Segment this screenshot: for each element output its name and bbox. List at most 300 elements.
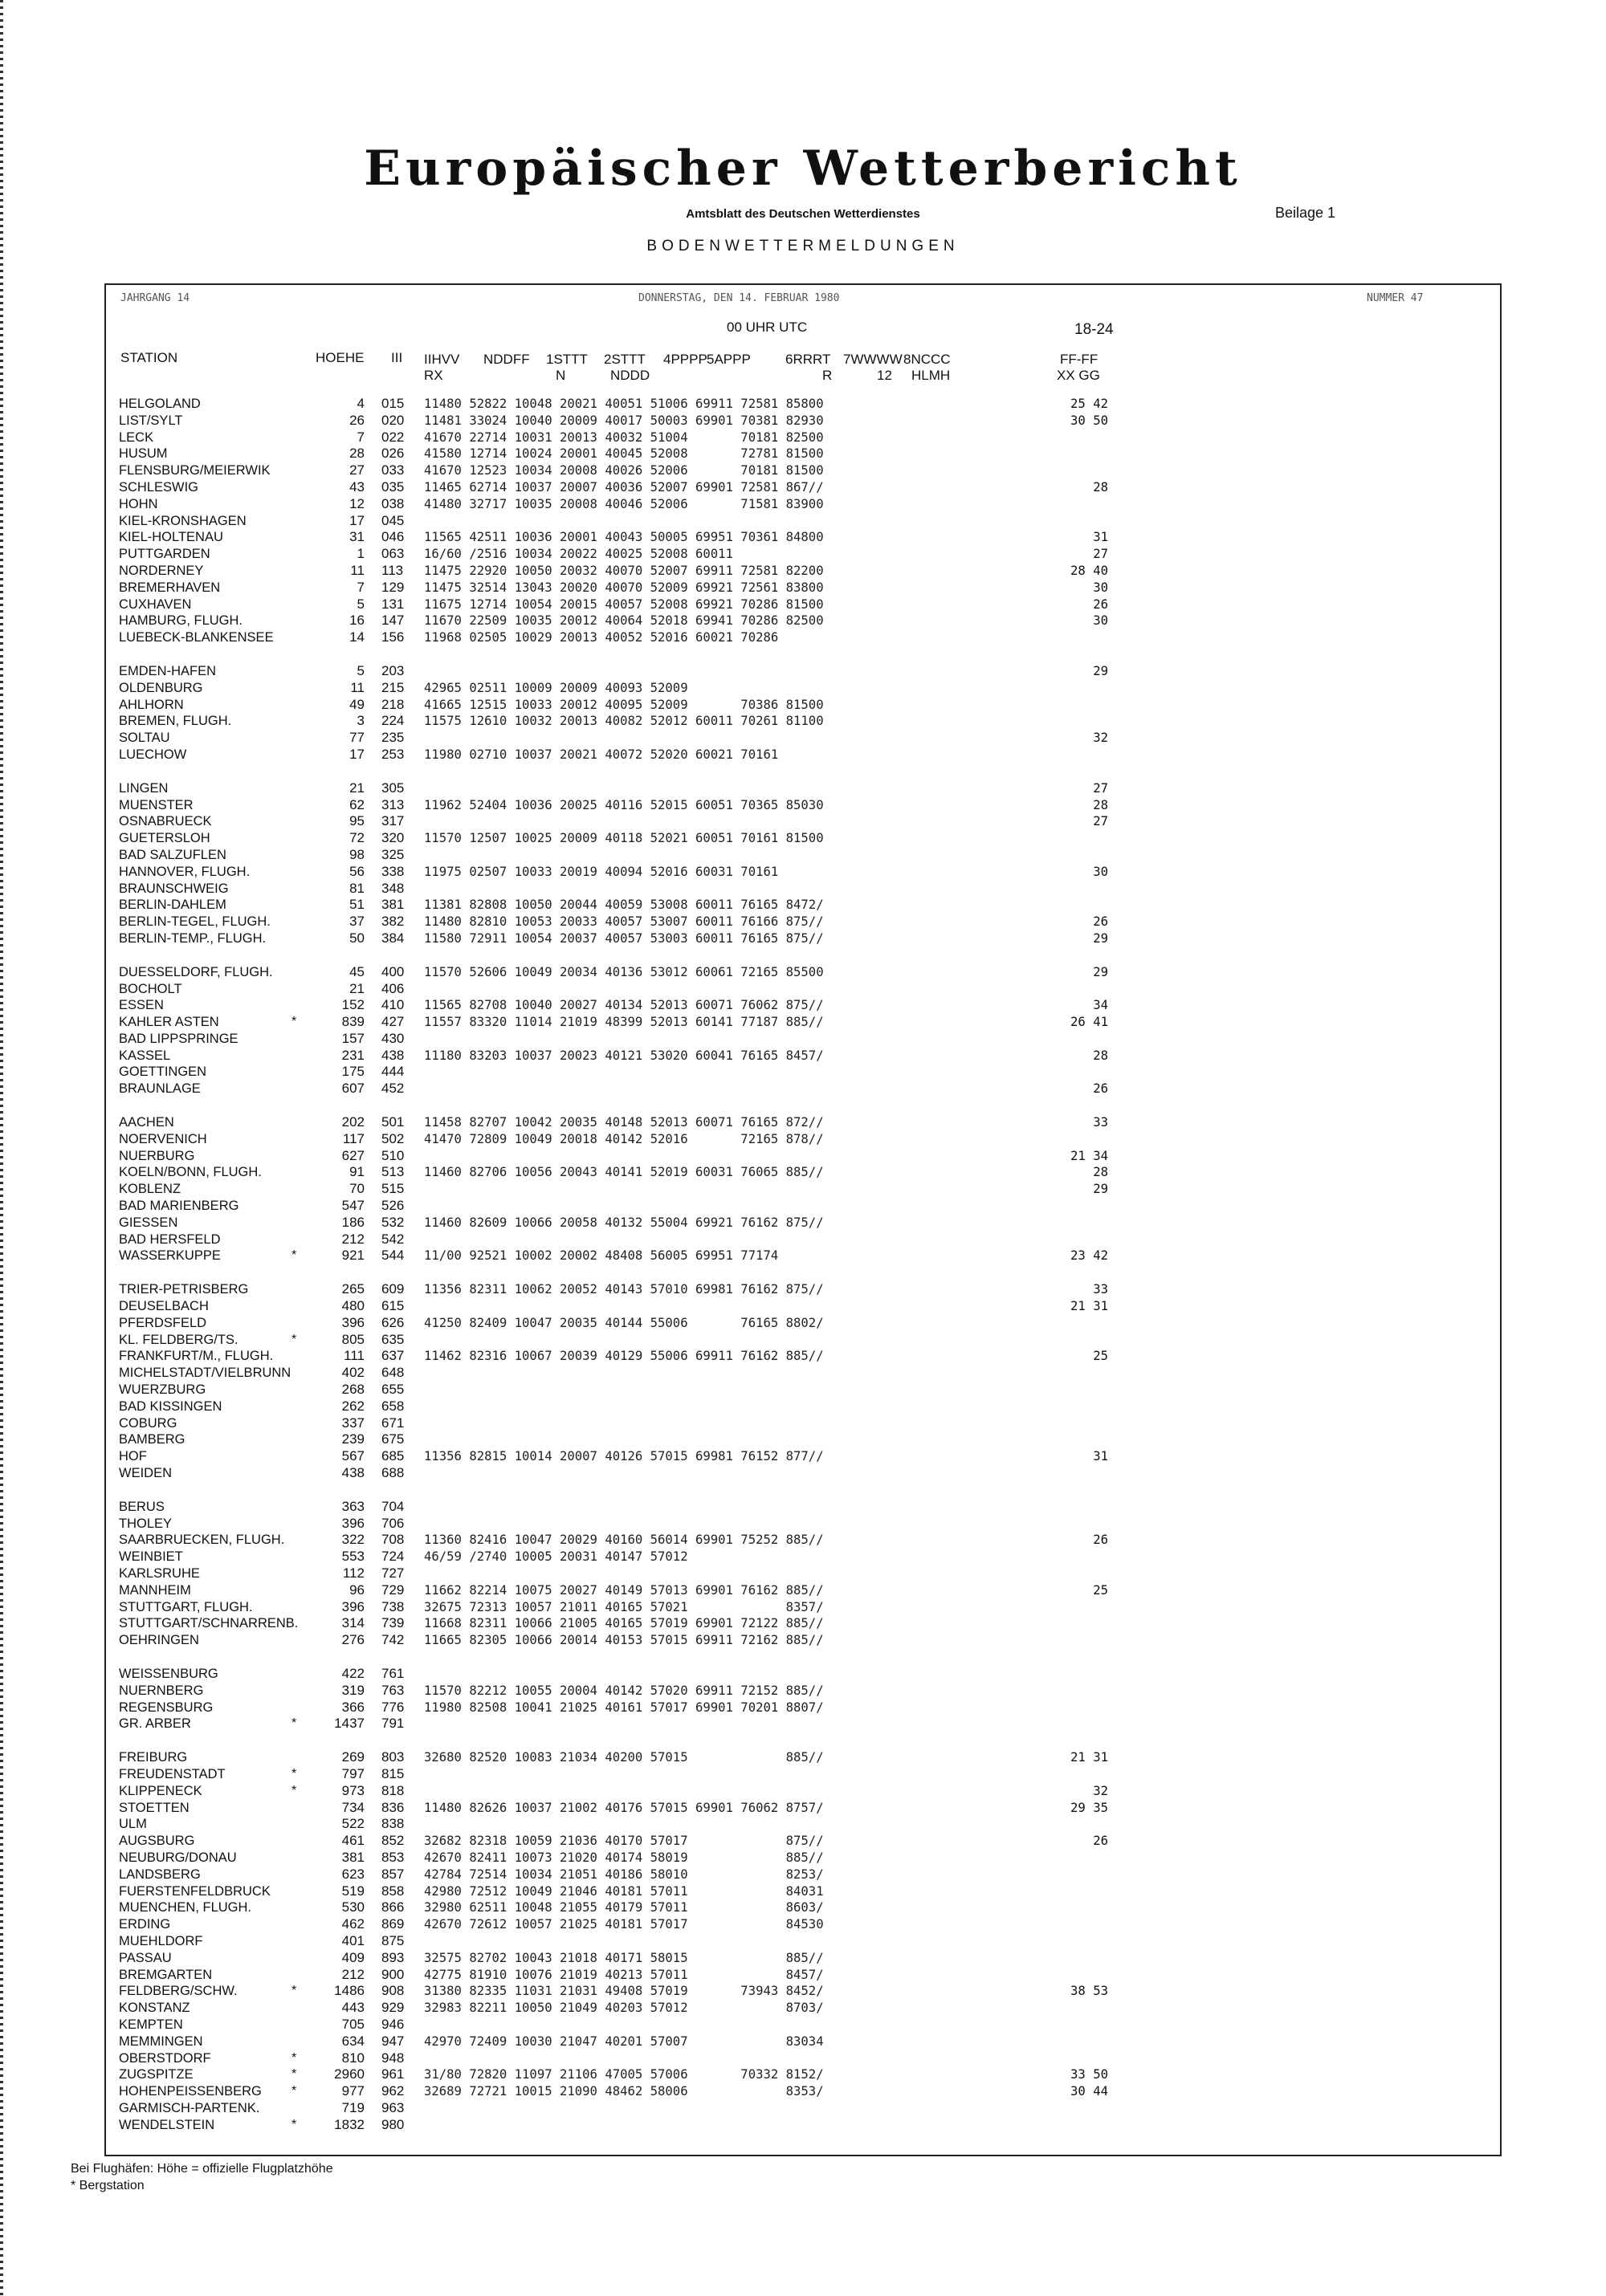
station-name: STUTTGART, FLUGH. xyxy=(119,1599,253,1614)
station-name: KIEL-KRONSHAGEN xyxy=(119,513,247,528)
table-row xyxy=(0,396,1606,413)
station-name: NEUBURG/DONAU xyxy=(119,1850,237,1865)
station-height: 152 xyxy=(341,997,365,1013)
station-index: 033 xyxy=(381,462,405,478)
station-height: 49 xyxy=(349,696,365,712)
synop-groups: 42775 81910 10076 21019 40213 57011 8457/ xyxy=(424,1967,824,1982)
station-name: WASSERKUPPE xyxy=(119,1248,221,1264)
station-name: NUERNBERG xyxy=(119,1683,204,1698)
gust-values: 21 34 xyxy=(1070,1148,1108,1163)
station-index: 738 xyxy=(381,1598,405,1614)
station-index: 836 xyxy=(381,1799,405,1815)
table-row xyxy=(0,1298,1606,1315)
station-name: HOHENPEISSENBERG xyxy=(119,2084,262,2099)
station-index: 015 xyxy=(381,396,405,411)
synop-groups: 11980 82508 10041 21025 40161 57017 69901 70201 8807/ xyxy=(424,1700,824,1715)
station-index: 022 xyxy=(381,429,405,445)
station-index: 438 xyxy=(381,1047,405,1063)
synop-groups: 11480 82810 10053 20033 40057 53007 60011 76166 875// xyxy=(424,914,824,930)
station-height: 705 xyxy=(341,2016,365,2032)
station-name: BREMEN, FLUGH. xyxy=(119,714,232,729)
station-name: STUTTGART/SCHNARRENB. xyxy=(119,1616,299,1631)
synop-groups: 11360 82416 10047 20029 40160 56014 69901 75252 885// xyxy=(424,1533,824,1548)
station-name: DUESSELDORF, FLUGH. xyxy=(119,964,273,979)
table-row xyxy=(0,1431,1606,1448)
group-separator xyxy=(0,1482,1606,1499)
station-height: 212 xyxy=(341,1966,365,1982)
gust-values: 28 xyxy=(1093,479,1108,495)
station-height: 396 xyxy=(341,1515,365,1531)
station-height: 409 xyxy=(341,1949,365,1965)
table-row xyxy=(0,429,1606,446)
gust-values: 28 xyxy=(1093,1165,1108,1180)
gust-values: 31 xyxy=(1093,530,1108,545)
station-name: BAD MARIENBERG xyxy=(119,1199,239,1214)
synop-groups: 41665 12515 10033 20012 40095 52009 70386 81500 xyxy=(424,697,824,712)
synop-groups: 42965 02511 10009 20009 40093 52009 xyxy=(424,680,688,695)
station-height: 96 xyxy=(349,1582,365,1598)
table-row xyxy=(0,529,1606,546)
station-name: NORDERNEY xyxy=(119,563,204,578)
station-index: 026 xyxy=(381,446,405,462)
station-index: 648 xyxy=(381,1365,405,1381)
col-group8-sub: 12 xyxy=(877,368,892,383)
mountain-marker: * xyxy=(291,1332,297,1346)
station-height: 522 xyxy=(341,1816,365,1832)
table-row xyxy=(0,2100,1606,2117)
gust-values: 28 xyxy=(1093,1048,1108,1063)
station-height: 381 xyxy=(341,1849,365,1865)
table-row xyxy=(0,1064,1606,1081)
table-row xyxy=(0,1048,1606,1065)
synop-groups: 11570 82212 10055 20004 40142 57020 69911 72152 885// xyxy=(424,1683,824,1698)
station-height: 26 xyxy=(349,412,365,428)
station-index: 727 xyxy=(381,1565,405,1581)
station-height: 396 xyxy=(341,1314,365,1330)
station-index: 615 xyxy=(381,1298,405,1314)
col-group7: 6RRRT xyxy=(785,352,831,367)
station-name: SOLTAU xyxy=(119,731,170,746)
synop-groups: 41580 12714 10024 20001 40045 52008 72781 81500 xyxy=(424,446,824,462)
table-row xyxy=(0,830,1606,847)
station-name: AHLHORN xyxy=(119,697,184,712)
station-index: 838 xyxy=(381,1816,405,1832)
station-index: 866 xyxy=(381,1899,405,1915)
synop-groups: 11465 62714 10037 20007 40036 52007 69901 72581 867// xyxy=(424,479,824,495)
table-row xyxy=(0,2017,1606,2033)
station-height: 7 xyxy=(357,429,365,445)
table-row xyxy=(0,897,1606,914)
table-row xyxy=(0,780,1606,797)
table-row xyxy=(0,446,1606,462)
station-height: 366 xyxy=(341,1699,365,1715)
gust-values: 30 xyxy=(1093,580,1108,595)
synop-groups: 11665 82305 10066 20014 40153 57015 69911 72162 885// xyxy=(424,1633,824,1648)
synop-groups: 41470 72809 10049 20018 40142 52016 72165 878// xyxy=(424,1131,824,1146)
station-index: 761 xyxy=(381,1665,405,1681)
table-row xyxy=(0,1683,1606,1700)
station-index: 203 xyxy=(381,662,405,678)
station-name: LINGEN xyxy=(119,780,169,796)
table-row xyxy=(0,613,1606,629)
station-height: 27 xyxy=(349,462,365,478)
station-height: 462 xyxy=(341,1916,365,1932)
gust-values: 33 xyxy=(1093,1282,1108,1297)
table-row xyxy=(0,2050,1606,2067)
station-index: 763 xyxy=(381,1682,405,1698)
table-row xyxy=(0,881,1606,898)
gust-values: 27 xyxy=(1093,780,1108,796)
station-name: ERDING xyxy=(119,1917,171,1932)
station-index: 320 xyxy=(381,830,405,846)
table-row xyxy=(0,864,1606,881)
table-row xyxy=(0,1415,1606,1432)
station-height: 623 xyxy=(341,1866,365,1882)
station-index: 427 xyxy=(381,1014,405,1030)
station-height: 734 xyxy=(341,1799,365,1815)
station-name: PUTTGARDEN xyxy=(119,547,210,562)
synop-groups: 41480 32717 10035 20008 40046 52006 71581 83900 xyxy=(424,496,824,511)
station-index: 739 xyxy=(381,1615,405,1631)
table-row xyxy=(0,1014,1606,1031)
table-row xyxy=(0,1348,1606,1365)
station-name: LIST/SYLT xyxy=(119,413,183,428)
station-name: FLENSBURG/MEIERWIK xyxy=(119,463,271,478)
station-name: NOERVENICH xyxy=(119,1131,207,1146)
station-name: KASSEL xyxy=(119,1048,171,1063)
station-index: 947 xyxy=(381,2033,405,2049)
col-group4: 2STTT xyxy=(604,352,646,367)
station-name: BAD HERSFELD xyxy=(119,1231,221,1247)
station-height: 37 xyxy=(349,914,365,930)
synop-groups: 32689 72721 10015 21090 48462 58006 8353/ xyxy=(424,2084,824,2099)
col-group4-sub: NDDD xyxy=(610,368,650,383)
station-index: 626 xyxy=(381,1314,405,1330)
station-height: 91 xyxy=(349,1164,365,1180)
footnote-airport: Bei Flughäfen: Höhe = offizielle Flugplatzhöhe xyxy=(71,2162,333,2176)
station-height: 5 xyxy=(357,596,365,612)
synop-groups: 32675 72313 10057 21011 40165 57021 8357/ xyxy=(424,1599,824,1614)
table-row xyxy=(0,813,1606,830)
table-row xyxy=(0,1983,1606,2000)
table-row xyxy=(0,1499,1606,1516)
station-height: 43 xyxy=(349,478,365,495)
station-height: 519 xyxy=(341,1883,365,1899)
station-name: GUETERSLOH xyxy=(119,831,210,846)
station-height: 438 xyxy=(341,1465,365,1481)
station-index: 235 xyxy=(381,730,405,746)
station-height: 31 xyxy=(349,529,365,545)
table-row xyxy=(0,1599,1606,1616)
station-name: STOETTEN xyxy=(119,1800,190,1815)
table-row xyxy=(0,1967,1606,1984)
table-row xyxy=(0,981,1606,998)
station-name: FREUDENSTADT xyxy=(119,1766,226,1781)
station-index: 063 xyxy=(381,546,405,562)
station-index: 803 xyxy=(381,1749,405,1765)
station-name: AACHEN xyxy=(119,1115,174,1130)
station-height: 11 xyxy=(350,562,365,578)
station-index: 501 xyxy=(381,1114,405,1130)
report-title: Europäischer Wetterbericht xyxy=(364,140,1242,197)
table-row xyxy=(0,1398,1606,1415)
station-height: 14 xyxy=(349,629,365,645)
station-height: 265 xyxy=(341,1281,365,1297)
station-index: 858 xyxy=(381,1883,405,1899)
station-height: 839 xyxy=(341,1014,365,1030)
station-index: 908 xyxy=(381,1983,405,1999)
synop-groups: 11968 02505 10029 20013 40052 52016 60021 70286 xyxy=(424,630,779,645)
mountain-marker: * xyxy=(291,2117,297,2131)
station-name: BAMBERG xyxy=(119,1432,185,1447)
table-row xyxy=(0,1465,1606,1482)
synop-groups: 32682 82318 10059 21036 40170 57017 875// xyxy=(424,1834,824,1849)
table-row xyxy=(0,964,1606,981)
table-row xyxy=(0,1198,1606,1215)
station-index: 381 xyxy=(381,897,405,913)
station-index: 742 xyxy=(381,1632,405,1648)
station-index: 046 xyxy=(381,529,405,545)
synop-groups: 11356 82311 10062 20052 40143 57010 69981 76162 875// xyxy=(424,1282,824,1297)
col-group7-sub: R xyxy=(822,368,833,383)
station-name: WEISSENBURG xyxy=(119,1666,218,1681)
synop-groups: 32575 82702 10043 21018 40171 58015 885// xyxy=(424,1950,824,1965)
station-name: BOCHOLT xyxy=(119,981,182,996)
table-row xyxy=(0,663,1606,680)
station-height: 17 xyxy=(349,512,365,528)
station-index: 706 xyxy=(381,1515,405,1531)
station-height: 314 xyxy=(341,1615,365,1631)
table-row xyxy=(0,730,1606,747)
station-index: 875 xyxy=(381,1932,405,1948)
gust-values: 33 50 xyxy=(1070,2067,1108,2082)
station-name: LUEBECK-BLANKENSEE xyxy=(119,630,274,645)
station-height: 401 xyxy=(341,1932,365,1948)
station-height: 973 xyxy=(341,1782,365,1798)
col-group9-sub: HLMH xyxy=(911,368,951,383)
station-height: 337 xyxy=(341,1415,365,1431)
station-index: 215 xyxy=(381,679,405,695)
group-separator xyxy=(0,763,1606,780)
group-separator xyxy=(0,1649,1606,1666)
table-row xyxy=(0,1031,1606,1048)
synop-groups: 11980 02710 10037 20021 40072 52020 60021 70161 xyxy=(424,747,779,762)
station-name: ZUGSPITZE xyxy=(119,2067,194,2082)
station-index: 526 xyxy=(381,1198,405,1214)
station-index: 729 xyxy=(381,1582,405,1598)
station-index: 348 xyxy=(381,880,405,896)
station-index: 893 xyxy=(381,1949,405,1965)
station-index: 305 xyxy=(381,780,405,796)
station-name: BRAUNLAGE xyxy=(119,1081,201,1097)
table-row xyxy=(0,1315,1606,1332)
table-row xyxy=(0,1850,1606,1867)
station-height: 797 xyxy=(341,1765,365,1781)
table-row xyxy=(0,479,1606,496)
table-row xyxy=(0,997,1606,1014)
observation-time: 00 UHR UTC xyxy=(727,320,808,335)
station-name: WENDELSTEIN xyxy=(119,2117,215,2132)
station-index: 869 xyxy=(381,1916,405,1932)
table-row xyxy=(0,2083,1606,2100)
station-name: PFERDSFELD xyxy=(119,1315,207,1330)
table-row xyxy=(0,747,1606,763)
table-row xyxy=(0,930,1606,947)
station-height: 202 xyxy=(341,1114,365,1130)
station-index: 853 xyxy=(381,1849,405,1865)
station-name: BREMGARTEN xyxy=(119,1967,213,1982)
gust-values: 29 xyxy=(1093,1182,1108,1197)
mountain-marker: * xyxy=(291,2067,297,2082)
station-height: 461 xyxy=(341,1833,365,1849)
station-height: 269 xyxy=(341,1749,365,1765)
gust-values: 26 xyxy=(1093,914,1108,930)
station-name: BRAUNSCHWEIG xyxy=(119,881,229,896)
table-row xyxy=(0,1215,1606,1231)
table-row xyxy=(0,1181,1606,1198)
station-height: 547 xyxy=(341,1198,365,1214)
station-name: OBERSTDORF xyxy=(119,2050,211,2066)
table-row xyxy=(0,596,1606,613)
station-height: 157 xyxy=(341,1030,365,1046)
station-index: 038 xyxy=(381,495,405,511)
station-index: 962 xyxy=(381,2083,405,2099)
station-name: WUERZBURG xyxy=(119,1382,206,1398)
gust-values: 26 xyxy=(1093,1533,1108,1548)
gust-values: 29 xyxy=(1093,964,1108,979)
synop-groups: 11475 22920 10050 20032 40070 52007 69911 72581 82200 xyxy=(424,563,824,578)
synop-groups: 31380 82335 11031 21031 49408 57019 73943 8452/ xyxy=(424,1984,824,1999)
gust-values: 29 xyxy=(1093,930,1108,946)
table-row xyxy=(0,1532,1606,1549)
footnote-mountain: * Bergstation xyxy=(71,2179,145,2192)
station-name: PASSAU xyxy=(119,1950,172,1965)
synop-groups: 31/80 72820 11097 21106 47005 57006 70332 8152/ xyxy=(424,2067,824,2082)
station-height: 212 xyxy=(341,1231,365,1247)
table-row xyxy=(0,680,1606,697)
station-name: MUENSTER xyxy=(119,797,194,812)
station-name: AUGSBURG xyxy=(119,1834,195,1849)
gust-values: 28 40 xyxy=(1070,563,1108,578)
report-subtitle: Amtsblatt des Deutschen Wetterdienstes xyxy=(686,207,920,221)
station-name: GOETTINGEN xyxy=(119,1065,207,1080)
synop-groups: 11475 32514 13043 20020 40070 52009 69921 72561 83800 xyxy=(424,580,824,595)
station-height: 95 xyxy=(349,813,365,829)
gust-values: 30 xyxy=(1093,864,1108,879)
mountain-marker: * xyxy=(291,1984,297,1998)
station-index: 325 xyxy=(381,846,405,862)
station-name: MICHELSTADT/VIELBRUNN xyxy=(119,1366,291,1381)
issue-number: NUMMER 47 xyxy=(1367,292,1424,304)
synop-groups: 41670 22714 10031 20013 40032 51004 70181 82500 xyxy=(424,429,824,445)
station-height: 607 xyxy=(341,1081,365,1097)
station-name: KEMPTEN xyxy=(119,2017,183,2032)
gust-values: 26 41 xyxy=(1070,1015,1108,1030)
station-height: 268 xyxy=(341,1382,365,1398)
station-index: 147 xyxy=(381,613,405,629)
table-row xyxy=(0,1448,1606,1465)
station-name: FREIBURG xyxy=(119,1750,188,1765)
station-height: 553 xyxy=(341,1549,365,1565)
station-name: FELDBERG/SCHW. xyxy=(119,1984,238,1999)
table-row xyxy=(0,1231,1606,1248)
station-name: MEMMINGEN xyxy=(119,2033,203,2049)
station-name: THOLEY xyxy=(119,1516,173,1531)
station-name: KIEL-HOLTENAU xyxy=(119,530,223,545)
station-name: SAARBRUECKEN, FLUGH. xyxy=(119,1533,285,1548)
station-name: LECK xyxy=(119,429,154,445)
table-row xyxy=(0,1516,1606,1533)
station-name: GARMISCH-PARTENK. xyxy=(119,2100,260,2115)
station-index: 510 xyxy=(381,1147,405,1163)
station-height: 567 xyxy=(341,1448,365,1464)
station-index: 637 xyxy=(381,1348,405,1364)
station-name: BAD KISSINGEN xyxy=(119,1398,222,1414)
table-row xyxy=(0,2066,1606,2083)
synop-groups: 11481 33024 10040 20009 40017 50003 69901 70381 82930 xyxy=(424,413,824,428)
station-index: 317 xyxy=(381,813,405,829)
jahrgang: JAHRGANG 14 xyxy=(120,292,190,304)
station-height: 1486 xyxy=(334,1983,365,1999)
station-name: GR. ARBER xyxy=(119,1716,191,1732)
station-name: MUENCHEN, FLUGH. xyxy=(119,1900,252,1915)
gust-values: 34 xyxy=(1093,998,1108,1013)
station-name: KL. FELDBERG/TS. xyxy=(119,1332,238,1347)
station-index: 406 xyxy=(381,980,405,996)
col-group2: NDDFF xyxy=(483,352,530,367)
synop-groups: 11480 82626 10037 21002 40176 57015 69901 76062 8757/ xyxy=(424,1800,824,1815)
gust-values: 26 xyxy=(1093,1081,1108,1097)
table-row xyxy=(0,1833,1606,1850)
station-height: 231 xyxy=(341,1047,365,1063)
station-index: 724 xyxy=(381,1549,405,1565)
station-index: 444 xyxy=(381,1064,405,1080)
group-separator xyxy=(0,1264,1606,1281)
station-height: 56 xyxy=(349,863,365,879)
synop-groups: 11480 52822 10048 20021 40051 51006 69911 72581 85800 xyxy=(424,397,824,411)
station-index: 542 xyxy=(381,1231,405,1247)
station-index: 224 xyxy=(381,713,405,729)
table-row xyxy=(0,629,1606,646)
table-row xyxy=(0,1164,1606,1181)
station-index: 502 xyxy=(381,1130,405,1146)
station-name: BERLIN-TEMP., FLUGH. xyxy=(119,930,267,946)
gust-values: 21 31 xyxy=(1070,1750,1108,1765)
station-index: 818 xyxy=(381,1782,405,1798)
table-row xyxy=(0,513,1606,530)
station-height: 50 xyxy=(349,930,365,946)
station-height: 16 xyxy=(349,613,365,629)
station-name: BERLIN-TEGEL, FLUGH. xyxy=(119,914,271,930)
col-group1: IIHVV xyxy=(424,352,460,367)
station-index: 708 xyxy=(381,1532,405,1548)
col-ff: FF-FF xyxy=(1060,352,1099,367)
table-row xyxy=(0,1933,1606,1950)
station-height: 443 xyxy=(341,2000,365,2016)
station-height: 5 xyxy=(357,662,365,678)
station-height: 422 xyxy=(341,1665,365,1681)
col-group1-sub: RX xyxy=(424,368,443,383)
group-separator xyxy=(0,947,1606,964)
gust-values: 25 xyxy=(1093,1582,1108,1598)
station-name: KARLSRUHE xyxy=(119,1566,200,1581)
station-name: KOBLENZ xyxy=(119,1182,181,1197)
station-name: HELGOLAND xyxy=(119,397,201,411)
gust-values: 29 35 xyxy=(1070,1800,1108,1815)
table-row xyxy=(0,1332,1606,1349)
station-height: 810 xyxy=(341,2050,365,2066)
station-index: 900 xyxy=(381,1966,405,1982)
